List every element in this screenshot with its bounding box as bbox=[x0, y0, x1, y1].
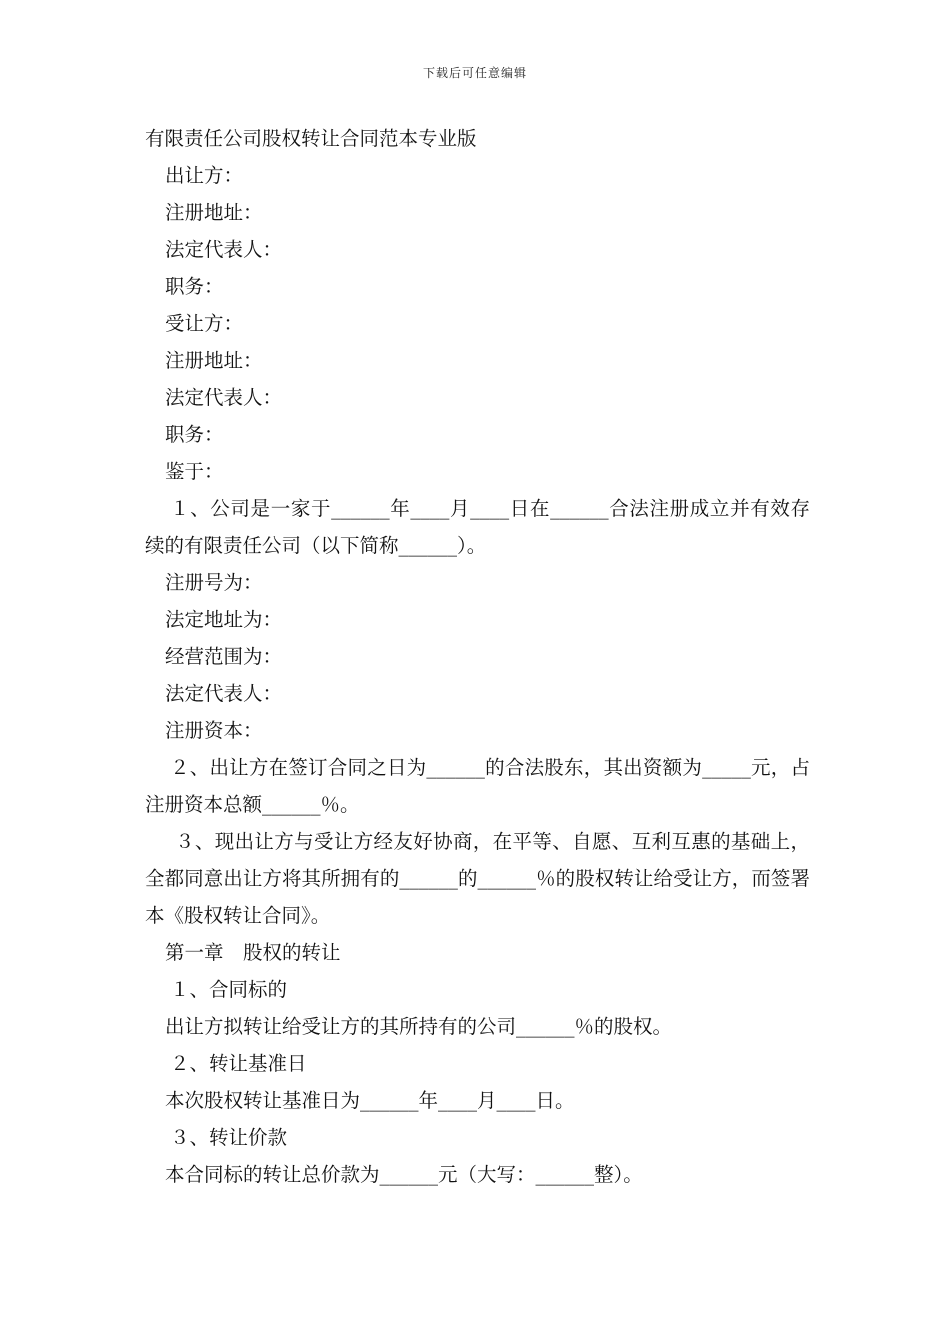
section-2-title: ２、转让基准日 bbox=[170, 1052, 307, 1075]
transferee-position: 职务： bbox=[165, 423, 224, 446]
transferor-position: 职务： bbox=[165, 275, 224, 298]
registered-capital: 注册资本： bbox=[165, 719, 263, 742]
transferor-label: 出让方： bbox=[165, 164, 244, 187]
transferor-rep: 法定代表人： bbox=[165, 238, 283, 261]
legal-representative: 法定代表人： bbox=[165, 682, 283, 705]
whereas-heading: 鉴于： bbox=[165, 460, 224, 483]
transferee-rep: 法定代表人： bbox=[165, 386, 283, 409]
section-3-body: 本合同标的转让总价款为______元（大写：______整）。 bbox=[165, 1163, 643, 1186]
registration-number: 注册号为： bbox=[165, 571, 263, 594]
document-body bbox=[145, 120, 810, 1193]
transferee-label: 受让方： bbox=[165, 312, 244, 335]
document-title: 有限责任公司股权转让合同范本专业版 bbox=[145, 127, 477, 150]
transferor-address: 注册地址： bbox=[165, 201, 263, 224]
business-scope: 经营范围为： bbox=[165, 645, 283, 668]
section-2-body: 本次股权转让基准日为______年____月____日。 bbox=[165, 1089, 575, 1112]
clause-2: ２、出让方在签订合同之日为______的合法股东，其出资额为_____元，占注册资本总额______％。 bbox=[145, 756, 810, 816]
section-3-title: ３、转让价款 bbox=[170, 1126, 288, 1149]
header-note: 下载后可任意编辑 bbox=[422, 66, 527, 80]
transferee-address: 注册地址： bbox=[165, 349, 263, 372]
section-1-body: 出让方拟转让给受让方的其所持有的公司______％的股权。 bbox=[165, 1015, 673, 1038]
section-1-title: １、合同标的 bbox=[170, 978, 288, 1001]
chapter-1-heading: 第一章 股权的转让 bbox=[165, 941, 341, 964]
clause-3: ３、现出让方与受让方经友好协商，在平等、自愿、互利互惠的基础上，全都同意出让方将其所拥有的______的______％的股权转让给受让方，而签署本《股权转让合同》。 bbox=[145, 830, 810, 927]
clause-1: １、公司是一家于______年____月____日在______合法注册成立并有效存续的有限责任公司（以下简称______）。 bbox=[145, 497, 810, 557]
legal-address: 法定地址为： bbox=[165, 608, 283, 631]
